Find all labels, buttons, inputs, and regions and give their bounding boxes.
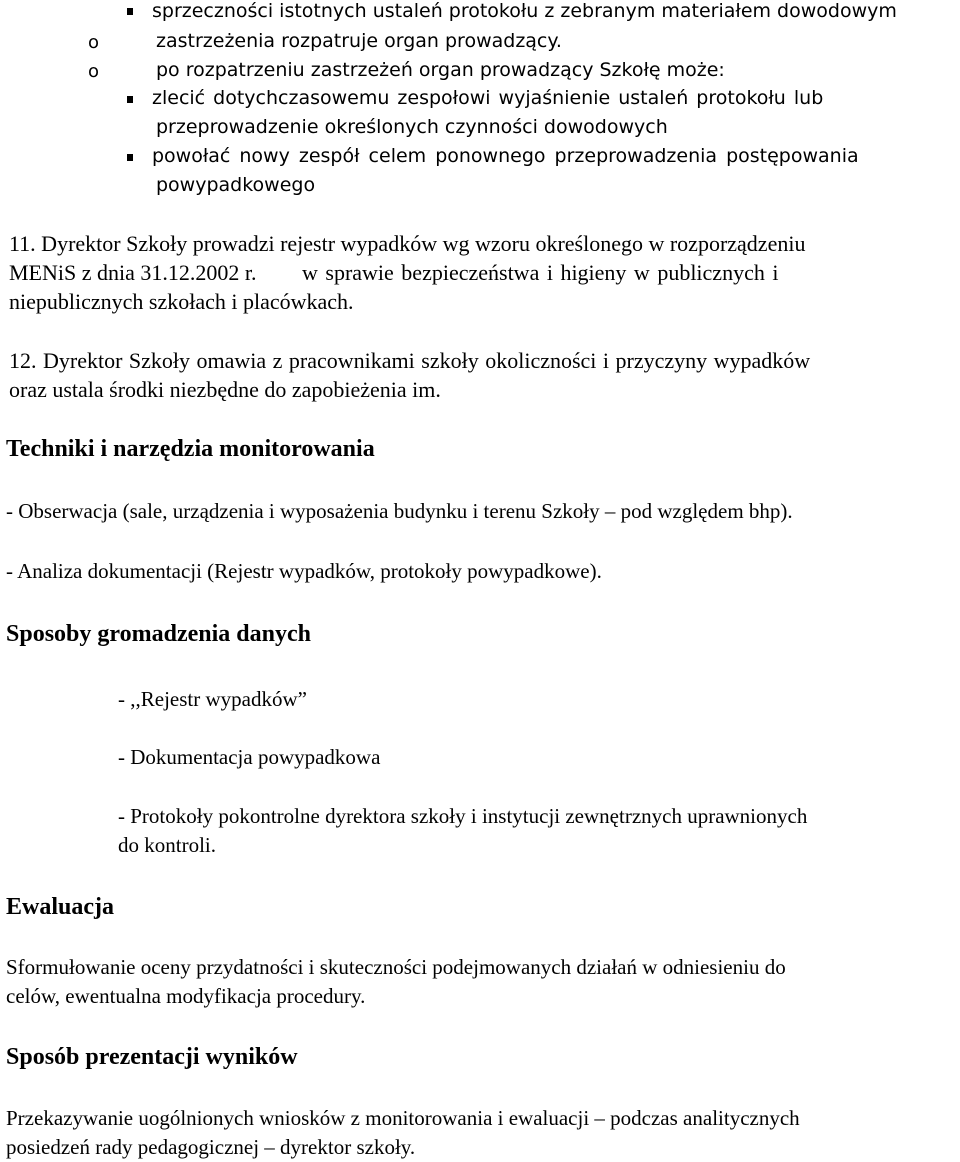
circle-bullet-icon: o (88, 32, 100, 53)
list-item-text: do kontroli. (118, 833, 216, 857)
list-item-text: powypadkowego (156, 174, 316, 196)
list-item-text: - Dokumentacja powypadkowa (118, 745, 381, 769)
section-heading: Ewaluacja (6, 894, 114, 920)
list-item-text: zastrzeżenia rozpatruje organ prowadzący. (156, 30, 562, 52)
square-bullet-icon (127, 8, 133, 15)
circle-bullet-icon: o (88, 61, 100, 82)
paragraph-line: niepublicznych szkołach i placówkach. (9, 289, 354, 314)
paragraph-line: Przekazywanie uogólnionych wniosków z monitorowania i ewaluacji – podczas analitycznych (6, 1106, 800, 1130)
list-item-text: po rozpatrzeniu zastrzeżeń organ prowadzący Szkołę może: (156, 59, 725, 81)
section-heading: Sposób prezentacji wyników (6, 1044, 298, 1070)
list-item-text: - ,,Rejestr wypadków” (118, 687, 307, 711)
paragraph-line: posiedzeń rady pedagogicznej – dyrektor szkoły. (6, 1135, 416, 1159)
list-item-text: - Protokoły pokontrolne dyrektora szkoły i instytucji zewnętrznych uprawnionych (118, 804, 808, 828)
paragraph-line: - Analiza dokumentacji (Rejestr wypadków, protokoły powypadkowe). (6, 559, 602, 583)
paragraph-line: celów, ewentualna modyfikacja procedury. (6, 984, 366, 1008)
square-bullet-icon (127, 154, 133, 161)
list-item-text: powołać nowy zespół celem ponownego przeprowadzenia postępowania (152, 145, 859, 167)
square-bullet-icon (127, 96, 133, 103)
list-item-text: sprzeczności istotnych ustaleń protokołu z zebranym materiałem dowodowym (152, 0, 897, 22)
paragraph-line: - Obserwacja (sale, urządzenia i wyposażenia budynku i terenu Szkoły – pod względem bhp). (6, 499, 793, 523)
paragraph-line: MENiS z dnia 31.12.2002 r. (9, 260, 257, 285)
paragraph-line: oraz ustala środki niezbędne do zapobieżenia im. (9, 377, 441, 402)
paragraph-line: w sprawie bezpieczeństwa i higieny w publicznych i (302, 260, 779, 285)
list-item-text: zlecić dotychczasowemu zespołowi wyjaśnienie ustaleń protokołu lub (152, 87, 824, 109)
paragraph-line: Sformułowanie oceny przydatności i skuteczności podejmowanych działań w odniesieniu do (6, 955, 786, 979)
paragraph-line: 11. Dyrektor Szkoły prowadzi rejestr wypadków wg wzoru określonego w rozporządzeniu (9, 231, 806, 256)
paragraph-line: 12. Dyrektor Szkoły omawia z pracownikami szkoły okoliczności i przyczyny wypadków (9, 348, 811, 373)
list-item-text: przeprowadzenie określonych czynności dowodowych (156, 116, 668, 138)
section-heading: Techniki i narzędzia monitorowania (6, 436, 375, 462)
section-heading: Sposoby gromadzenia danych (6, 621, 311, 647)
